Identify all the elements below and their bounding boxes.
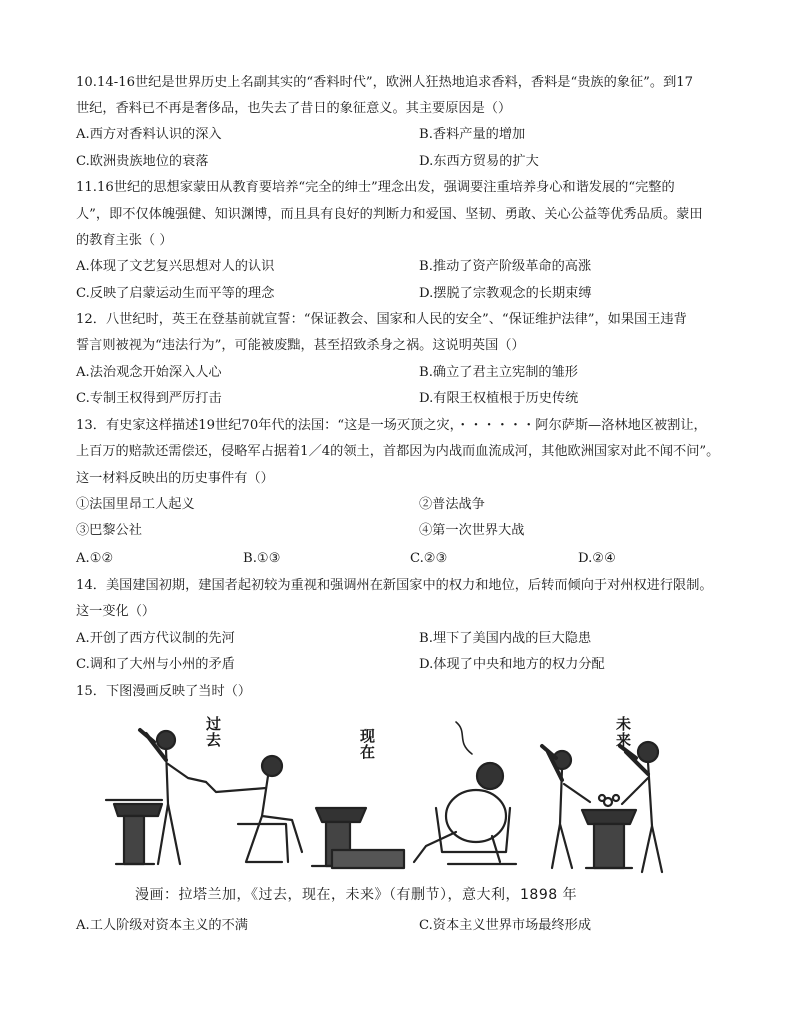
q13-stem-line1: 13．有史家这样描述19世纪70年代的法国：“这是一场灭顶之灾，・・・・・・阿尔萨斯—洛林地区被割让， <box>76 418 707 433</box>
q14-stem-line2: 这一变化（） <box>76 604 156 619</box>
q13-option-c: C.②③ <box>410 551 448 566</box>
q11-stem-line3: 的教育主张（ ） <box>76 233 173 248</box>
q12-option-a: A.法治观念开始深入人心 <box>76 365 222 380</box>
q10-option-d: D.东西方贸易的扩大 <box>419 154 539 169</box>
q12-stem-line1: 12．八世纪时，英王在登基前就宣誓：“保证教会、国家和人民的安全”、“保证维护法律”，如果国王违背 <box>76 312 687 327</box>
q11-stem-line1: 11.16世纪的思想家蒙田从教育要培养“完全的绅士”理念出发，强调要注重培养身心和谐发展的“完整的 <box>76 180 675 195</box>
q12-option-c: C.专制王权得到严厉打击 <box>76 391 222 406</box>
q14-option-a: A.开创了西方代议制的先河 <box>76 631 235 646</box>
q14-stem-line1: 14．美国建国初期，建国者起初较为重视和强调州在新国家中的权力和地位，后转而倾向于对州权进行限制。 <box>76 578 713 593</box>
q10-option-c: C.欧洲贵族地位的衰落 <box>76 154 209 169</box>
q14-option-b: B.埋下了美国内战的巨大隐患 <box>419 631 592 646</box>
q13-option-d: D.②④ <box>578 551 616 566</box>
q13-item-2: ②普法战争 <box>419 497 485 512</box>
q14-option-c: C.调和了大州与小州的矛盾 <box>76 657 235 672</box>
cartoon-figure <box>96 712 670 908</box>
q11-stem-line2: 人”，即不仅体魄强健、知识渊博，而且具有良好的判断力和爱国、坚韧、勇敢、关心公益等优秀品质。蒙田 <box>76 207 703 222</box>
q13-option-a: A.①② <box>76 551 114 566</box>
q10-stem-line2: 世纪，香料已不再是奢侈品，也失去了昔日的象征意义。其主要原因是（） <box>76 101 512 116</box>
label-future: 未 来 <box>616 715 632 749</box>
q12-stem-line2: 誓言则被视为“违法行为”，可能被废黜，甚至招致杀身之祸。这说明英国（） <box>76 338 525 353</box>
q13-stem-line2: 上百万的赔款还需偿还，侵略军占据着1／4的领土，首都因为内战而血流成河，其他欧洲国家对此不闻不问”。 <box>76 444 720 459</box>
cartoon-caption: 漫画：拉塔兰加，《过去，现在，未来》（有删节），意大利，1898 年 <box>135 887 578 903</box>
q14-option-d: D.体现了中央和地方的权力分配 <box>419 657 605 672</box>
q11-option-b: B.推动了资产阶级革命的高涨 <box>419 259 592 274</box>
q13-item-1: ①法国里昂工人起义 <box>76 497 195 512</box>
q12-option-d: D.有限王权植根于历史传统 <box>419 391 579 406</box>
label-past: 过 去 <box>206 715 222 749</box>
q10-stem-line1: 10.14-16世纪是世界历史上名副其实的“香料时代”，欧洲人狂热地追求香料，香料是“贵族的象征”。到17 <box>76 75 694 90</box>
q11-option-c: C.反映了启蒙运动生而平等的理念 <box>76 286 275 301</box>
q11-option-d: D.摆脱了宗教观念的长期束缚 <box>419 286 592 301</box>
q10-option-a: A.西方对香料认识的深入 <box>76 127 222 142</box>
q12-option-b: B.确立了君主立宪制的雏形 <box>419 365 578 380</box>
q15-stem-line1: 15．下图漫画反映了当时（） <box>76 684 252 699</box>
q13-item-3: ③巴黎公社 <box>76 523 142 538</box>
q15-option-c: C.资本主义世界市场最终形成 <box>419 918 592 933</box>
q15-option-a: A.工人阶级对资本主义的不满 <box>76 918 248 933</box>
q13-item-4: ④第一次世界大战 <box>419 523 525 538</box>
q11-option-a: A.体现了文艺复兴思想对人的认识 <box>76 259 275 274</box>
q13-option-b: B.①③ <box>243 551 281 566</box>
label-present: 现 在 <box>360 727 376 761</box>
cartoon-drawing <box>96 712 670 908</box>
q13-stem-line3: 这一材料反映出的历史事件有（） <box>76 471 274 486</box>
q10-option-b: B.香料产量的增加 <box>419 127 526 142</box>
